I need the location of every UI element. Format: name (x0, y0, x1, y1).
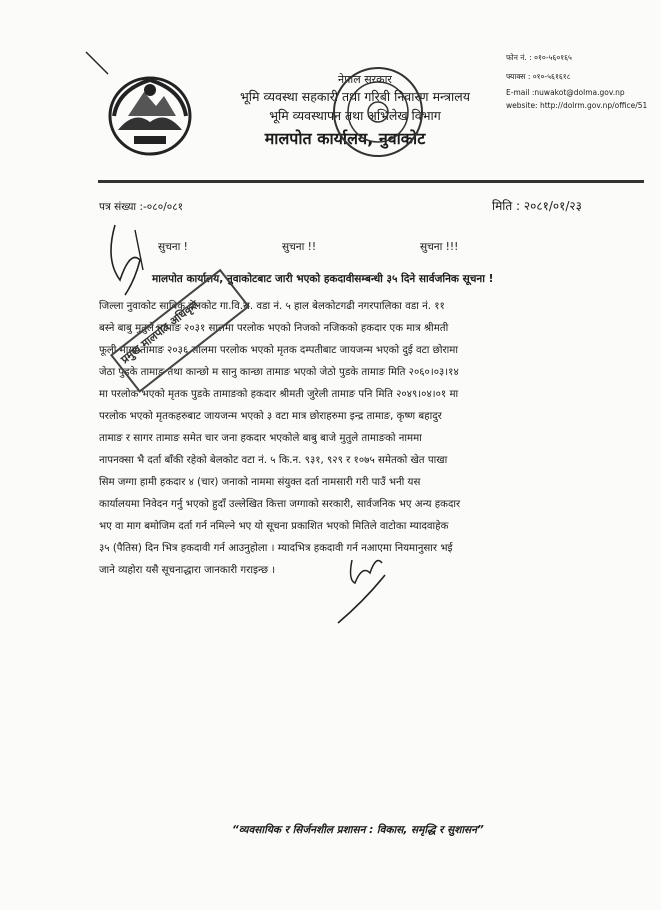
government-line: नेपाल सरकार (338, 73, 392, 86)
office-seal-icon (328, 62, 428, 162)
signature-top (95, 220, 175, 300)
body-line: परलोक भएको मृतकहरुबाट जायजन्म भएको ३ वटा मात्र छोराहरुमा इन्द्र तामाङ, कृष्ण बहादुर (99, 411, 442, 422)
nepal-emblem-icon (104, 70, 196, 158)
contact-fax: फ्याक्स : ०१०-५६१६१८ (506, 72, 571, 81)
ministry-line: भूमि व्यवस्था सहकारी तथा गरिबी निवारण मन्त्रालय (240, 89, 470, 104)
reference-number: पत्र संख्या :-०८०/०८१ (99, 201, 184, 213)
contact-phone: फोन नं. : ०१०-५६०१६५ (506, 53, 572, 62)
body-line: तामाङ र सागर तामाङ समेत चार जना हकदार भएकोले बाबु बाजे मुतुले तामाङको नाममा (99, 433, 422, 444)
department-line: भूमि व्यवस्थापन तथा अभिलेख विभाग (269, 108, 441, 123)
corner-mark (82, 48, 112, 78)
body-line: नापनक्सा भै दर्ता बाँकी रहेको बेलकोट वटा नं. ५ कि.न. ९३१, ९२९ र १०७५ समेतको खेत पाखा (99, 455, 448, 466)
signature-bottom (330, 545, 410, 630)
body-line: ३५ (पैतिस) दिन भित्र हकदावी गर्न आउनुहोला । म्यादभित्र हकदावी गर्न नआएमा नियमानुसार भई (99, 543, 453, 554)
body-line: मा परलोक भएको मृतक पुडके तामाङको हकदार श्रीमती जुरेली तामाङ पनि मिति २०४९।०४।०१ मा (99, 389, 459, 400)
letter-date: मिति : २०८१/०१/२३ (492, 199, 582, 213)
body-line: भए वा माग बमोजिम दर्ता गर्न नमिल्ने भए यो सूचना प्रकाशित भएको मितिले वाटोका म्यादवाहेक (99, 521, 449, 532)
body-line: सिम जग्गा हामी हकदार ४ (चार) जनाको नाममा संयुक्त दर्ता नामसारी गरी पाउँ भनी यस (99, 477, 421, 488)
footer-motto: “व्यवसायिक र सिर्जनशील प्रशासन : विकास, समृद्धि र सुशासन” (232, 824, 484, 836)
body-line: जाने व्यहोरा यसै सूचनाद्धारा जानकारी गराइन्छ । (99, 565, 276, 576)
header-divider (98, 180, 644, 183)
office-title: मालपोत कार्यालय, नुवाकोट (264, 129, 426, 148)
notice-heading-1: सुचना ! (158, 241, 188, 253)
body-line: कार्यालयमा निवेदन गर्नु भएको हुदाँ उल्लेखित कित्ता जग्गाको सरकारी, सार्वजनिक भए अन्य हकदार (99, 499, 461, 510)
contact-email[interactable]: E-mail :nuwakot@dolma.gov.np (506, 88, 625, 97)
body-line: जिल्ला नुवाकोट साविक बेलकोट गा.वि.स. वडा नं. ५ हाल बेलकोटगढी नगरपालिका वडा नं. ११ (99, 301, 445, 312)
officer-stamp: प्रमुख मालपोत अधिकृत (110, 269, 250, 393)
body-line: जेठा पुडके तामाङ तथा कान्छो म सानु कान्छा तामाङ भएको जेठो पुडके तामाङ मिति २०६०।०३।१४ (99, 367, 459, 378)
contact-website[interactable]: website: http://dolrm.gov.np/office/51 (506, 101, 648, 110)
body-line: फूली माया तामाङ २०३६ सालमा परलोक भएको मृतक दम्पतीबाट जायजन्म भएको दुई वटा छोरामा (99, 345, 458, 356)
notice-subject: मालपोत कार्यालय, नुवाकोटबाट जारी भएको हकदावीसम्बन्धी ३५ दिने सार्वजनिक सूचना ! (152, 273, 494, 285)
notice-heading-2: सुचना !! (282, 241, 317, 253)
body-line: बस्ने बाबु मुतुले तामाङ २०३१ सालमा परलोक भएको निजको नजिकको हकदार एक मात्र श्रीमती (99, 323, 449, 334)
notice-heading-3: सुचना !!! (420, 241, 459, 253)
